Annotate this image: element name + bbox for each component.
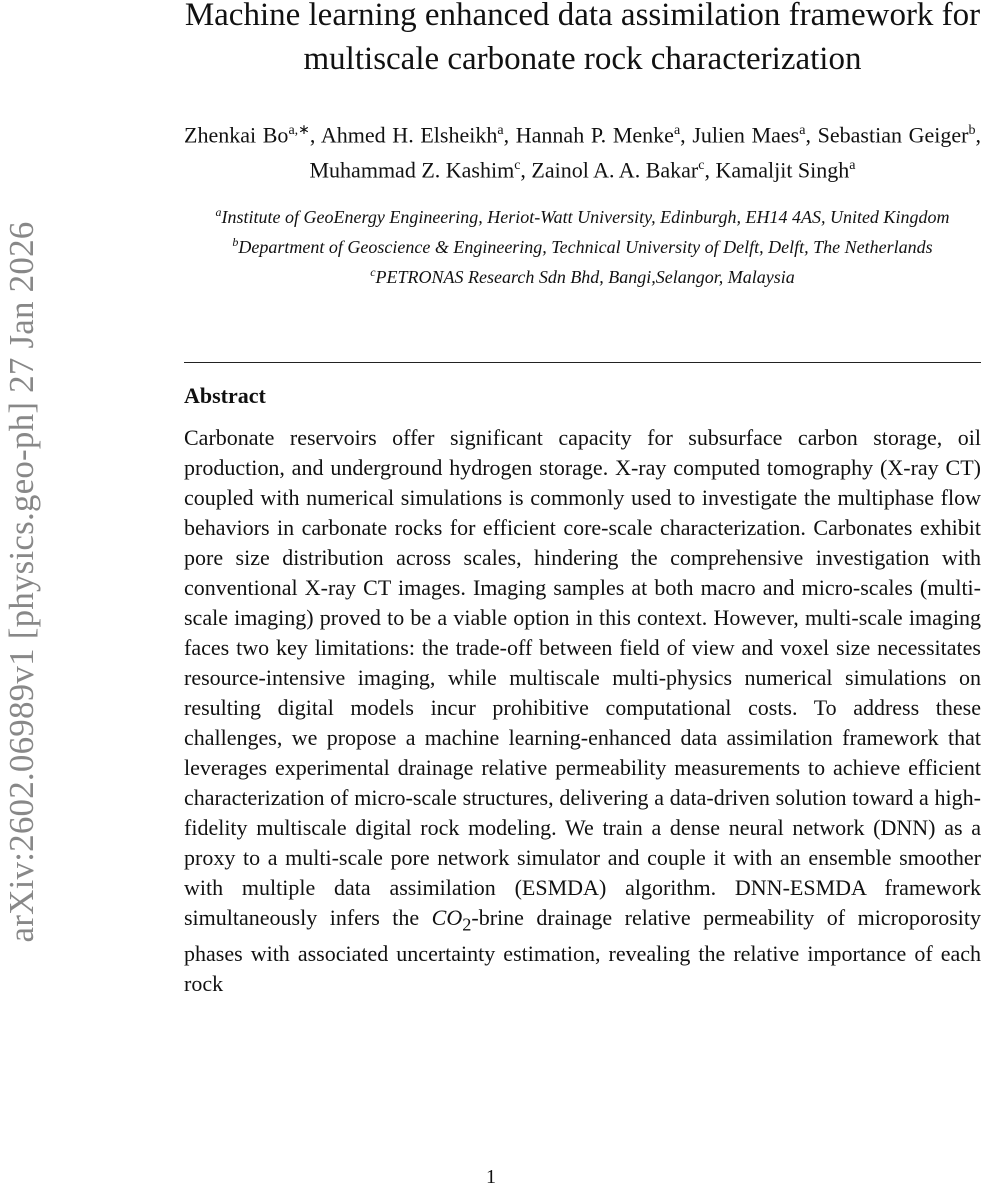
co2-formula <box>432 905 463 930</box>
author-list: Zhenkai $Bo^{a,∗}$, Ahmed H. Elsheikh$^a$, Hannah P. Menke$^a$, Julien Maes$^a$, Sebastian Geiger$^b$, Muhammad Z. Kashim$^c$, Zainol A. A. Bakar$^c$, Kamaljit Singh$^a$ <box>184 122 982 183</box>
affiliation-mark: c <box>370 264 376 279</box>
page-number: 1 <box>486 1166 496 1188</box>
affiliation-list <box>184 200 981 290</box>
affiliation-mark: b <box>232 234 239 249</box>
abstract-text-continued: -brine drainage relative permeability of microporosity phases with associated uncertainty estimation, revealing the relative importance of each rock <box>184 904 982 997</box>
affiliation-mark: a <box>799 123 806 138</box>
affiliation-mark: a <box>849 158 856 174</box>
author-name: Zhenkai Bo <box>184 122 289 148</box>
affiliation-mark: a,∗ <box>288 123 310 138</box>
affiliation-mark: a <box>673 123 681 138</box>
affiliation-mark: a <box>497 123 504 138</box>
author-name: Sebastian Geiger <box>817 122 969 148</box>
affiliation-text: PETRONAS Research Sdn Bhd, Bangi,Selangor, Malaysia <box>375 266 795 287</box>
affiliation-item <box>184 260 981 290</box>
arxiv-identifier: arXiv:2602.06989v1 [physics.geo-ph] 27 Jan 2026 <box>2 221 41 943</box>
affiliation-mark: c <box>514 158 521 174</box>
affiliation-mark: a <box>215 204 222 219</box>
affiliation-mark: b <box>968 123 976 138</box>
abstract-body <box>184 423 981 999</box>
co2-symbol: CO <box>431 904 463 930</box>
author-name: Muhammad Z. Kashim <box>309 157 515 183</box>
author-name: Ahmed H. Elsheikh <box>320 122 498 148</box>
affiliation-item <box>184 230 981 260</box>
paper-title: Machine learning enhanced data assimilation framework for multiscale carbonate rock characterization <box>184 0 981 77</box>
affiliation-mark: c <box>698 158 705 174</box>
paper-page <box>184 0 981 999</box>
co2-subscript: 2 <box>462 914 472 935</box>
abstract-text: Carbonate reservoirs offer significant capacity for subsurface carbon storage, oil production, and underground hydrogen storage. X-ray computed tomography (X-ray CT) coupled with numerical simulations is commonly used to investigate the multiphase flow behaviors in carbonate rocks for efficient core-scale characterization. Carbonates exhibit pore size distribution across scales, hindering the comprehensive investigation with conventional X-ray CT images. Imaging samples at both macro and micro-scales (multi-scale imaging) proved to be a viable option in this context. However, multi-scale imaging faces two key limitations: the trade-off between field of view and voxel size necessitates resource-intensive imaging, while multiscale multi-physics numerical simulations on resulting digital models incur prohibitive computational costs. To address these challenges, we propose a machine learning-enhanced data assimilation framework that leverages experimental drainage relative permeability measurements to achieve efficient characterization of micro-scale structures, delivering a data-driven solution toward a high-fidelity multiscale digital rock modeling. We train a dense neural network (DNN) as a proxy to a multi-scale pore network simulator and couple it with an ensemble smoother with multiple data assimilation (ESMDA) algorithm. DNN-ESMDA framework simultaneously infers the <box>184 424 981 930</box>
arxiv-sidebar <box>0 0 50 1191</box>
horizontal-rule <box>184 362 981 363</box>
affiliation-text: Department of Geoscience & Engineering, Technical University of Delft, Delft, The Netherlands <box>238 236 933 257</box>
author-name: Hannah P. Menke <box>515 122 674 148</box>
abstract-heading: Abstract <box>184 382 266 408</box>
author-name: Kamaljit Singh <box>715 157 850 183</box>
author-name: Zainol A. A. Bakar <box>531 157 699 183</box>
affiliation-text: Institute of GeoEnergy Engineering, Heriot-Watt University, Edinburgh, EH14 4AS, United Kingdom <box>221 206 950 227</box>
affiliation-item <box>184 200 981 230</box>
author-name: Julien Maes <box>692 122 800 148</box>
